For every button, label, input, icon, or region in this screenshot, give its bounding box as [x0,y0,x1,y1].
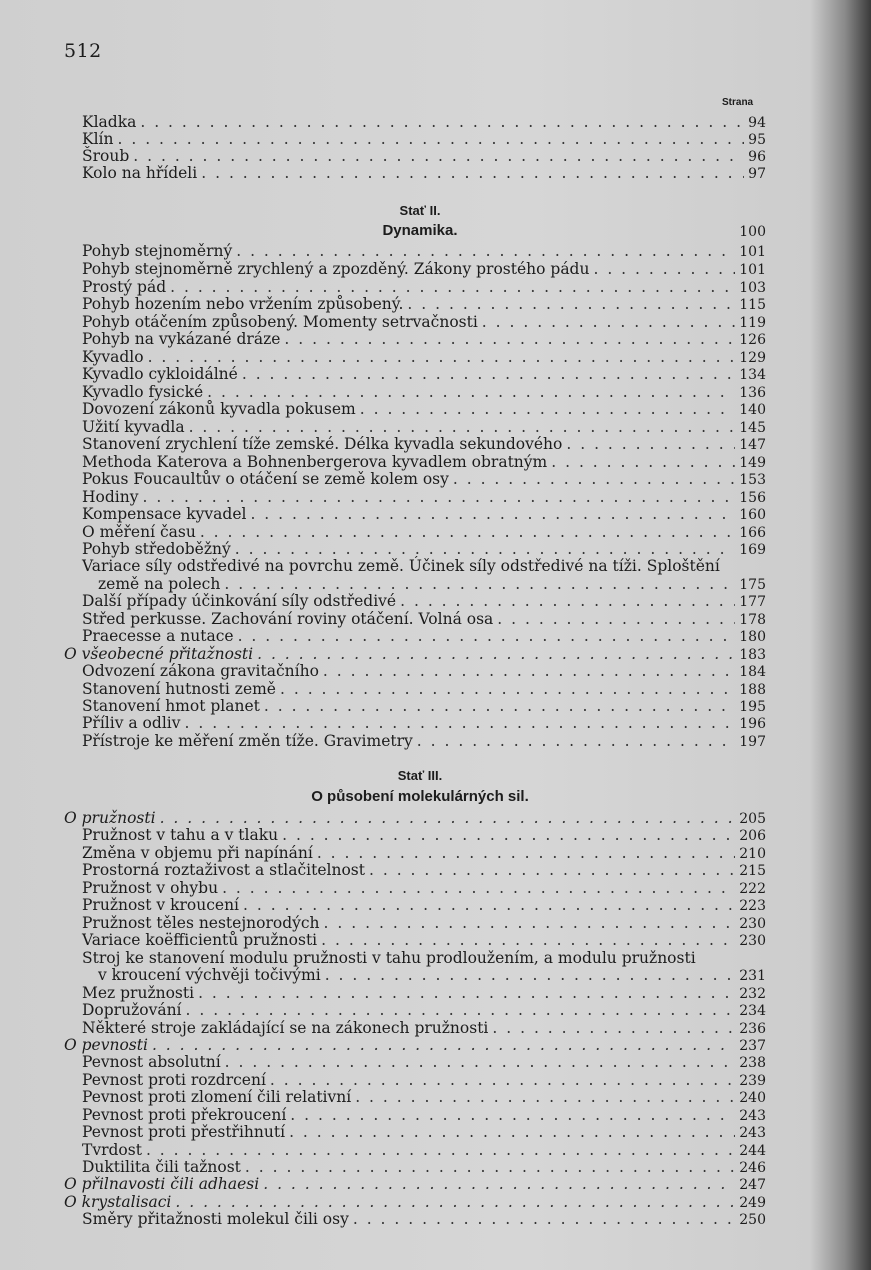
toc-entry: Užití kyvadla . . . 145 [82,419,766,436]
toc-entry-wrapped-line1: Stroj ke stanovení modulu pružnosti v tahu prodloužením, a modulu pružnosti [82,949,696,967]
toc-entry: Pevnost proti zlomení čili relativní . . . 240 [82,1089,766,1106]
toc-entry: Methoda Katerova a Bohnenbergerova kyvadlem obratným . . . 149 [82,454,766,471]
toc-entry: Kyvadlo . . . 129 [82,349,766,366]
toc-entry-wrapped-line1: Variace síly odstředivé na povrchu země. Účinek síly odstředivé na tíži. Sploštění [82,557,720,575]
toc-entry: Pohyb středoběžný . . . 169 [82,541,766,558]
column-header-strana: Strana [722,97,754,108]
section-title: Dynamika. [382,222,458,239]
toc-entry: Pohyb hozením nebo vržením způsobený. . . . 115 [82,296,766,313]
toc-entry: Pokus Foucaultův o otáčení se země kolem osy . . . 153 [82,471,766,488]
section-page: 100 [739,224,766,240]
section-number: Stať III. [397,768,443,783]
toc-entry: Pevnost absolutní . . . 238 [82,1054,766,1071]
toc-entry: Další případy účinkování síly odstředivé . . . 177 [82,593,766,610]
toc-entry: Některé stroje zakládající se na zákonech pružnosti . . . 236 [82,1020,766,1037]
toc-entry: Stanovení zrychlení tíže zemské. Délka kyvadla sekundového . . . 147 [82,436,766,453]
toc-entry: Pevnost proti přestřihnutí . . . 243 [82,1124,766,1141]
toc-entry: Kompensace kyvadel . . . 160 [82,506,766,523]
toc-entry: Kyvadlo fysické . . . 136 [82,384,766,401]
toc-entry: Přístroje ke měření změn tíže. Gravimetry . . . 197 [82,733,766,750]
toc-entry: Střed perkusse. Zachování roviny otáčení. Volná osa . . . 178 [82,611,766,628]
toc-entry: Klín . . . 95 [82,131,766,148]
toc-entry: Kladka . . . 94 [82,114,766,131]
toc-topic: O krystalisaci . . . 249 [64,1194,766,1211]
toc-entry: Pevnost proti rozdrcení . . . 239 [82,1072,766,1089]
toc-entry: Šroub . . . 96 [82,148,766,165]
toc-entry: Příliv a odliv . . . 196 [82,715,766,732]
toc-entry: Kyvadlo cykloidálné . . . 134 [82,366,766,383]
toc-entry: Dopružování . . . 234 [82,1002,766,1019]
toc-entry: Dovození zákonů kyvadla pokusem . . . 140 [82,401,766,418]
toc-entry: Pohyb stejnoměrný . . . 101 [82,243,766,260]
toc-entry: v kroucení výchvěji točivými . . . 231 [98,967,766,984]
toc-entry: Hodiny . . . 156 [82,489,766,506]
toc-entry: země na polech . . . 175 [98,576,766,593]
toc-entry: Pohyb stejnoměrně zrychlený a zpozděný. Zákony prostého pádu . . . 101 [82,261,766,278]
toc-entry: O měření času . . . 166 [82,524,766,541]
toc-topic: O pružnosti . . . 205 [64,810,766,827]
toc-entry: Stanovení hmot planet . . . 195 [82,698,766,715]
toc-entry: Prostorná roztaživost a stlačitelnost . . . 215 [82,862,766,879]
toc-entry: Stanovení hutnosti země . . . 188 [82,681,766,698]
section-title: O působení molekulárných sil. [311,788,529,805]
toc-entry: Praecesse a nutace . . . 180 [82,628,766,645]
toc-entry: Pružnost v tahu a v tlaku . . . 206 [82,827,766,844]
toc-topic: O všeobecné přitažnosti . . . 183 [64,646,766,663]
toc-entry: Pohyb na vykázané dráze . . . 126 [82,331,766,348]
toc-entry: Kolo na hřídeli . . . 97 [82,165,766,182]
toc-topic: O pevnosti . . . 237 [64,1037,766,1054]
page-number: 512 [64,40,102,62]
toc-topic: O přilnavosti čili adhaesi . . . 247 [64,1176,766,1193]
toc-entry: Pevnost proti překroucení . . . 243 [82,1107,766,1124]
toc-entry: Pružnost v kroucení . . . 223 [82,897,766,914]
toc-entry: Mez pružnosti . . . 232 [82,985,766,1002]
toc-entry: Pružnost těles nestejnorodých . . . 230 [82,915,766,932]
toc-entry: Pohyb otáčením způsobený. Momenty setrvačnosti . . . 119 [82,314,766,331]
toc-entry: Směry přitažnosti molekul čili osy . . . 250 [82,1211,766,1228]
toc-entry: Variace koëfficientů pružnosti . . . 230 [82,932,766,949]
section-number: Stať II. [399,203,441,218]
toc-entry: Duktilita čili tažnost . . . 246 [82,1159,766,1176]
toc-entry: Prostý pád . . . 103 [82,279,766,296]
toc-entry: Změna v objemu při napínání . . . 210 [82,845,766,862]
toc-entry: Pružnost v ohybu . . . 222 [82,880,766,897]
toc-entry: Tvrdost . . . 244 [82,1142,766,1159]
toc-entry: Odvození zákona gravitačního . . . 184 [82,663,766,680]
